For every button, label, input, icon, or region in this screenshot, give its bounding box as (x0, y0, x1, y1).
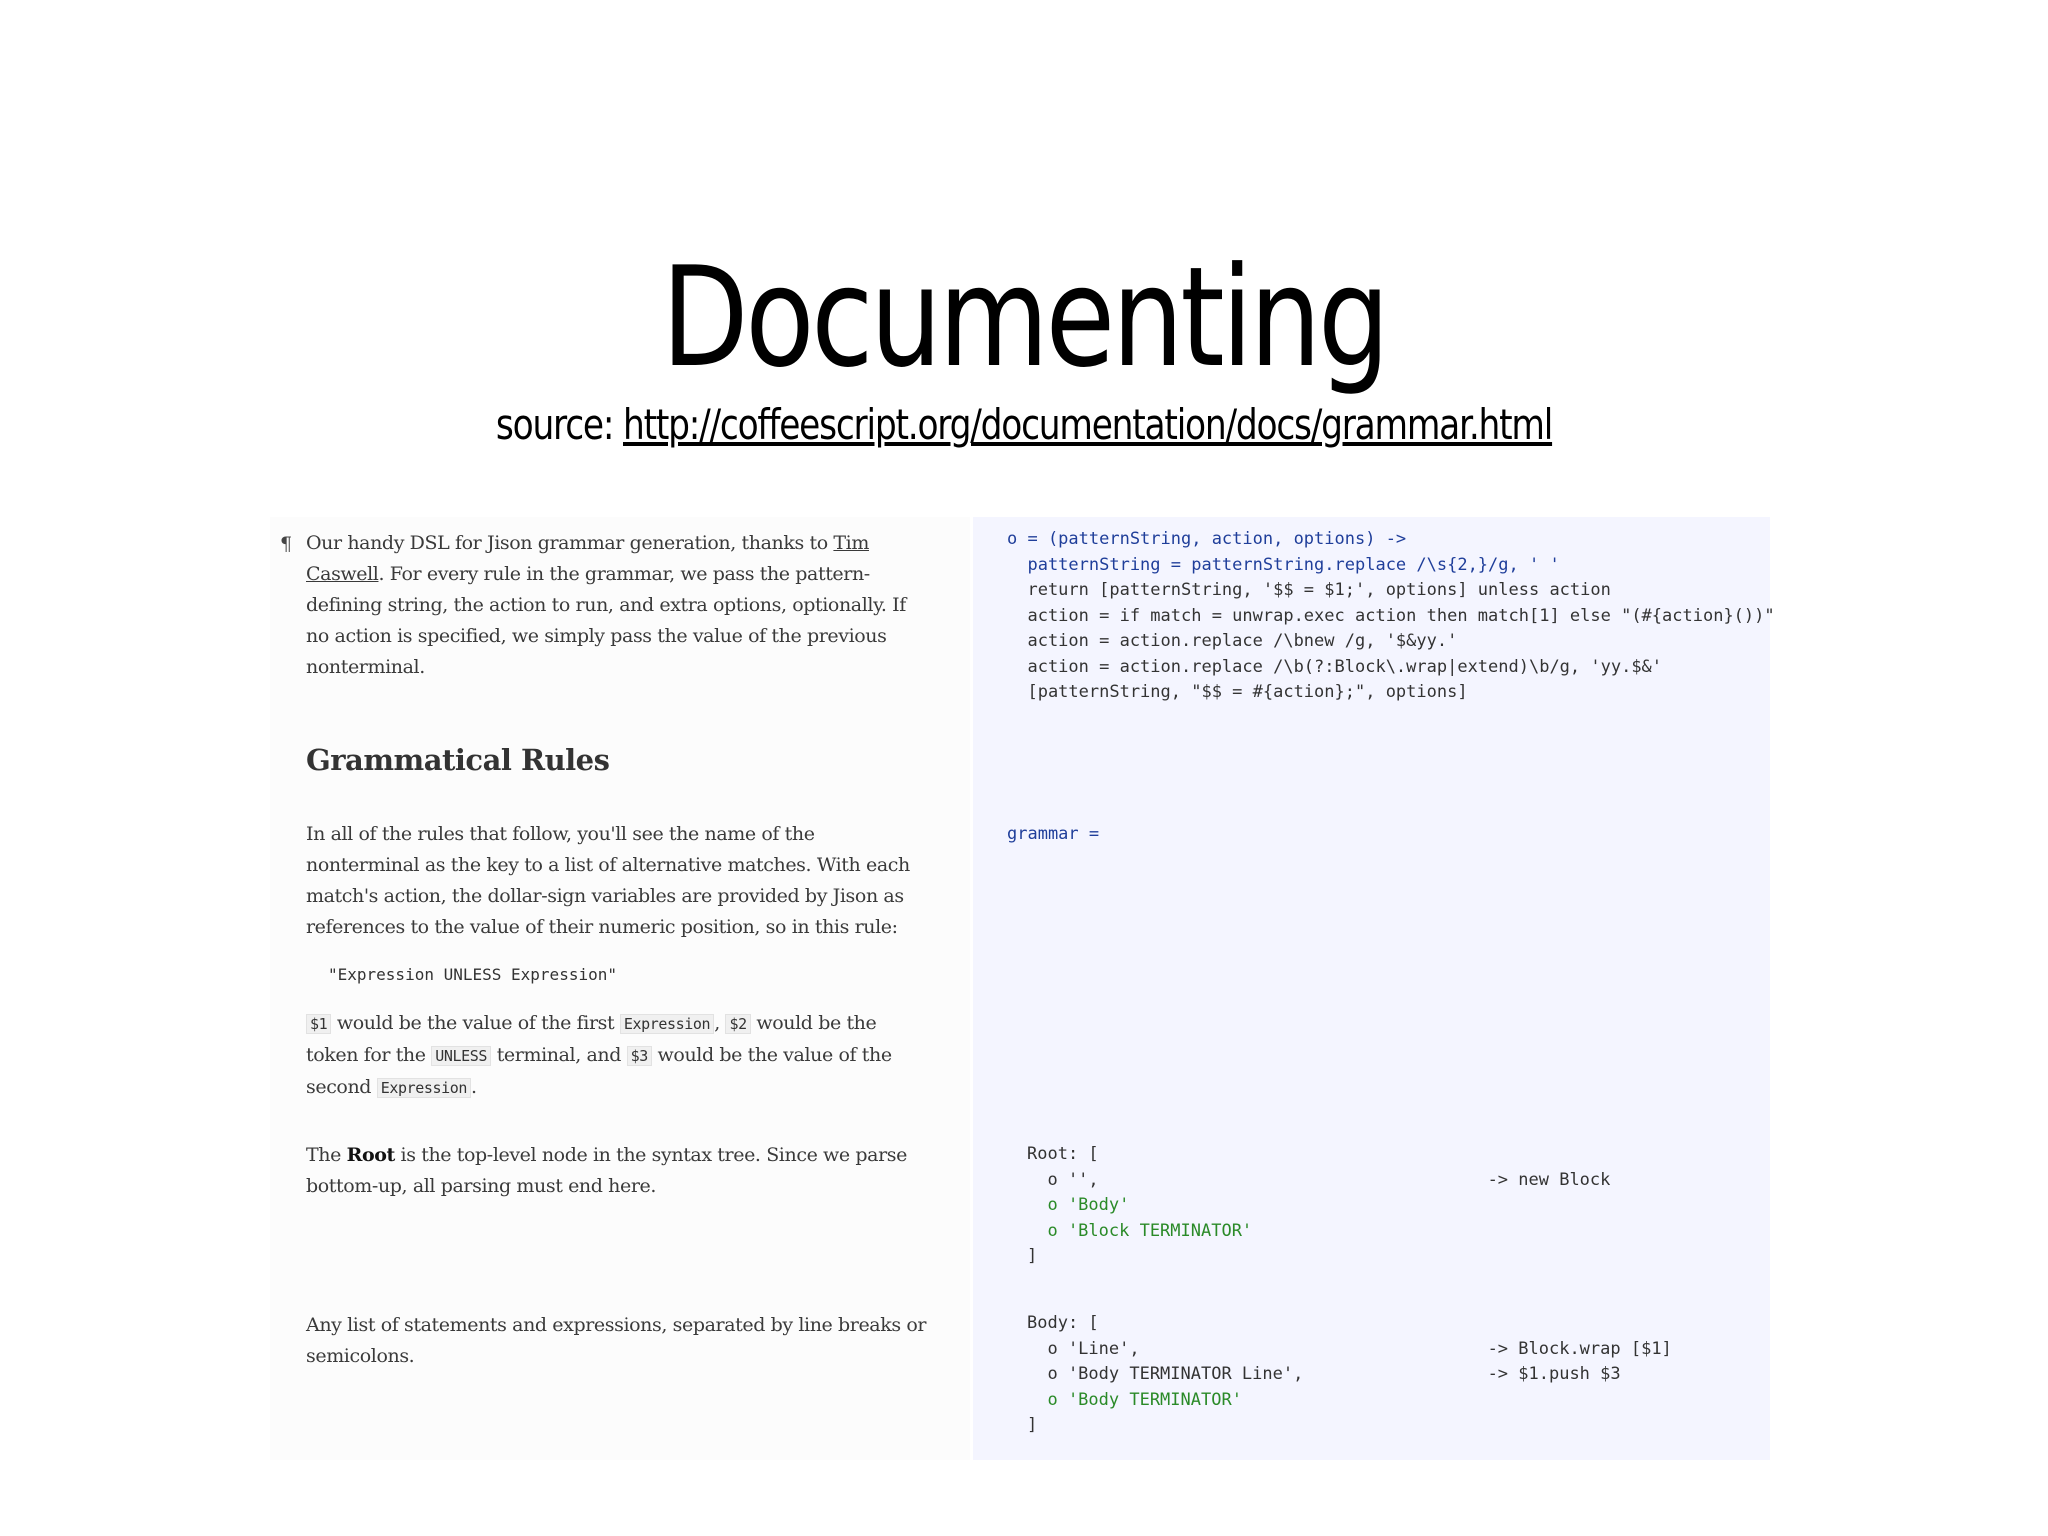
root-term: Root (346, 1144, 395, 1166)
paragraph-text: . (471, 1076, 477, 1098)
intro-text-rest: . For every rule in the grammar, we pass the pattern-defining string, the action to run, and extra options, optionally. If no action is specified, we simply pass the value of the previous nonterminal. (306, 563, 906, 678)
code-line: action = action.replace /\b(?:Block\.wrap|extend)\b/g, 'yy.$&' (1007, 656, 1663, 677)
code-line: [patternString, "$$ = #{action};", options] (1007, 682, 1468, 702)
slide-title: Documenting (661, 237, 1387, 399)
inline-code: Expression (377, 1078, 471, 1098)
paragraph-text: would be the value of the first (331, 1012, 620, 1034)
code-line: o 'Line', -> Block.wrap [$1] (1027, 1338, 1672, 1359)
paragraph-text: is the top-level node in the syntax tree. Since we parse bottom-up, all parsing must end here. (306, 1144, 907, 1197)
source-link[interactable]: http://coffeescript.org/documentation/docs/grammar.html (622, 400, 1553, 449)
author-link[interactable]: Tim Caswell (306, 532, 869, 585)
intro-paragraph (306, 528, 931, 683)
code-line: o '', -> new Block (1027, 1169, 1611, 1190)
code-line: Body: [ (1027, 1313, 1099, 1333)
code-line: Root: [ (1027, 1144, 1099, 1164)
body-rule-code (1027, 1311, 1672, 1439)
code-line: ] (1027, 1246, 1038, 1266)
grammar-declaration: grammar = (1007, 824, 1100, 844)
paragraph-text: would be the token for the (306, 1012, 877, 1066)
code-line: action = if match = unwrap.exec action then match[1] else "(#{action}())" (1007, 605, 1775, 626)
paragraph-text: would be the value of the second (306, 1044, 892, 1098)
code-line: o 'Block TERMINATOR' (1027, 1220, 1253, 1241)
code-line: o 'Body TERMINATOR' (1027, 1389, 1242, 1410)
code-line: patternString = patternString.replace /\s{2,}/g, ' ' (1007, 554, 1560, 575)
code-line: o 'Body' (1027, 1195, 1130, 1215)
example-rule: "Expression UNLESS Expression" (328, 965, 617, 984)
code-line: o 'Body TERMINATOR Line', -> $1.push $3 (1027, 1364, 1621, 1384)
code-line: ] (1027, 1415, 1038, 1435)
code-line: action = action.replace /\bnew /g, '$&yy.' (1007, 631, 1458, 651)
source-prefix: source: (495, 400, 623, 449)
code-line: o = (patternString, action, options) -> (1007, 529, 1407, 549)
prose-pane (270, 517, 970, 1460)
intro-text: Our handy DSL for Jison grammar generation, thanks to (306, 532, 834, 554)
paragraph-text: terminal, and (491, 1044, 627, 1066)
inline-code: $1 (306, 1014, 331, 1034)
root-paragraph (306, 1140, 931, 1202)
source-line (184, 400, 1863, 449)
code-pane (973, 517, 1775, 1460)
paragraph-text: The (306, 1144, 347, 1166)
o-function-code (1007, 527, 1775, 706)
code-line: return [patternString, '$$ = $1;', options] unless action (1007, 580, 1611, 600)
dollar-vars-paragraph (306, 1008, 931, 1104)
root-rule-code (1027, 1142, 1610, 1270)
inline-code: Expression (620, 1014, 714, 1034)
pilcrow-anchor[interactable]: ¶ (280, 533, 293, 555)
documentation-screenshot (270, 517, 1775, 1460)
section-heading: Grammatical Rules (306, 743, 610, 777)
rules-paragraph: In all of the rules that follow, you'll see the name of the nonterminal as the key to a list of alternative matches. With each match's action, the dollar-sign variables are provided by Jison as references to the value of their numeric position, so in this rule: (306, 823, 910, 938)
paragraph-text: , (714, 1012, 726, 1034)
inline-code: $2 (725, 1014, 750, 1034)
inline-code: UNLESS (431, 1046, 491, 1066)
body-paragraph: Any list of statements and expressions, separated by line breaks or semicolons. (306, 1314, 927, 1367)
inline-code: $3 (627, 1046, 652, 1066)
